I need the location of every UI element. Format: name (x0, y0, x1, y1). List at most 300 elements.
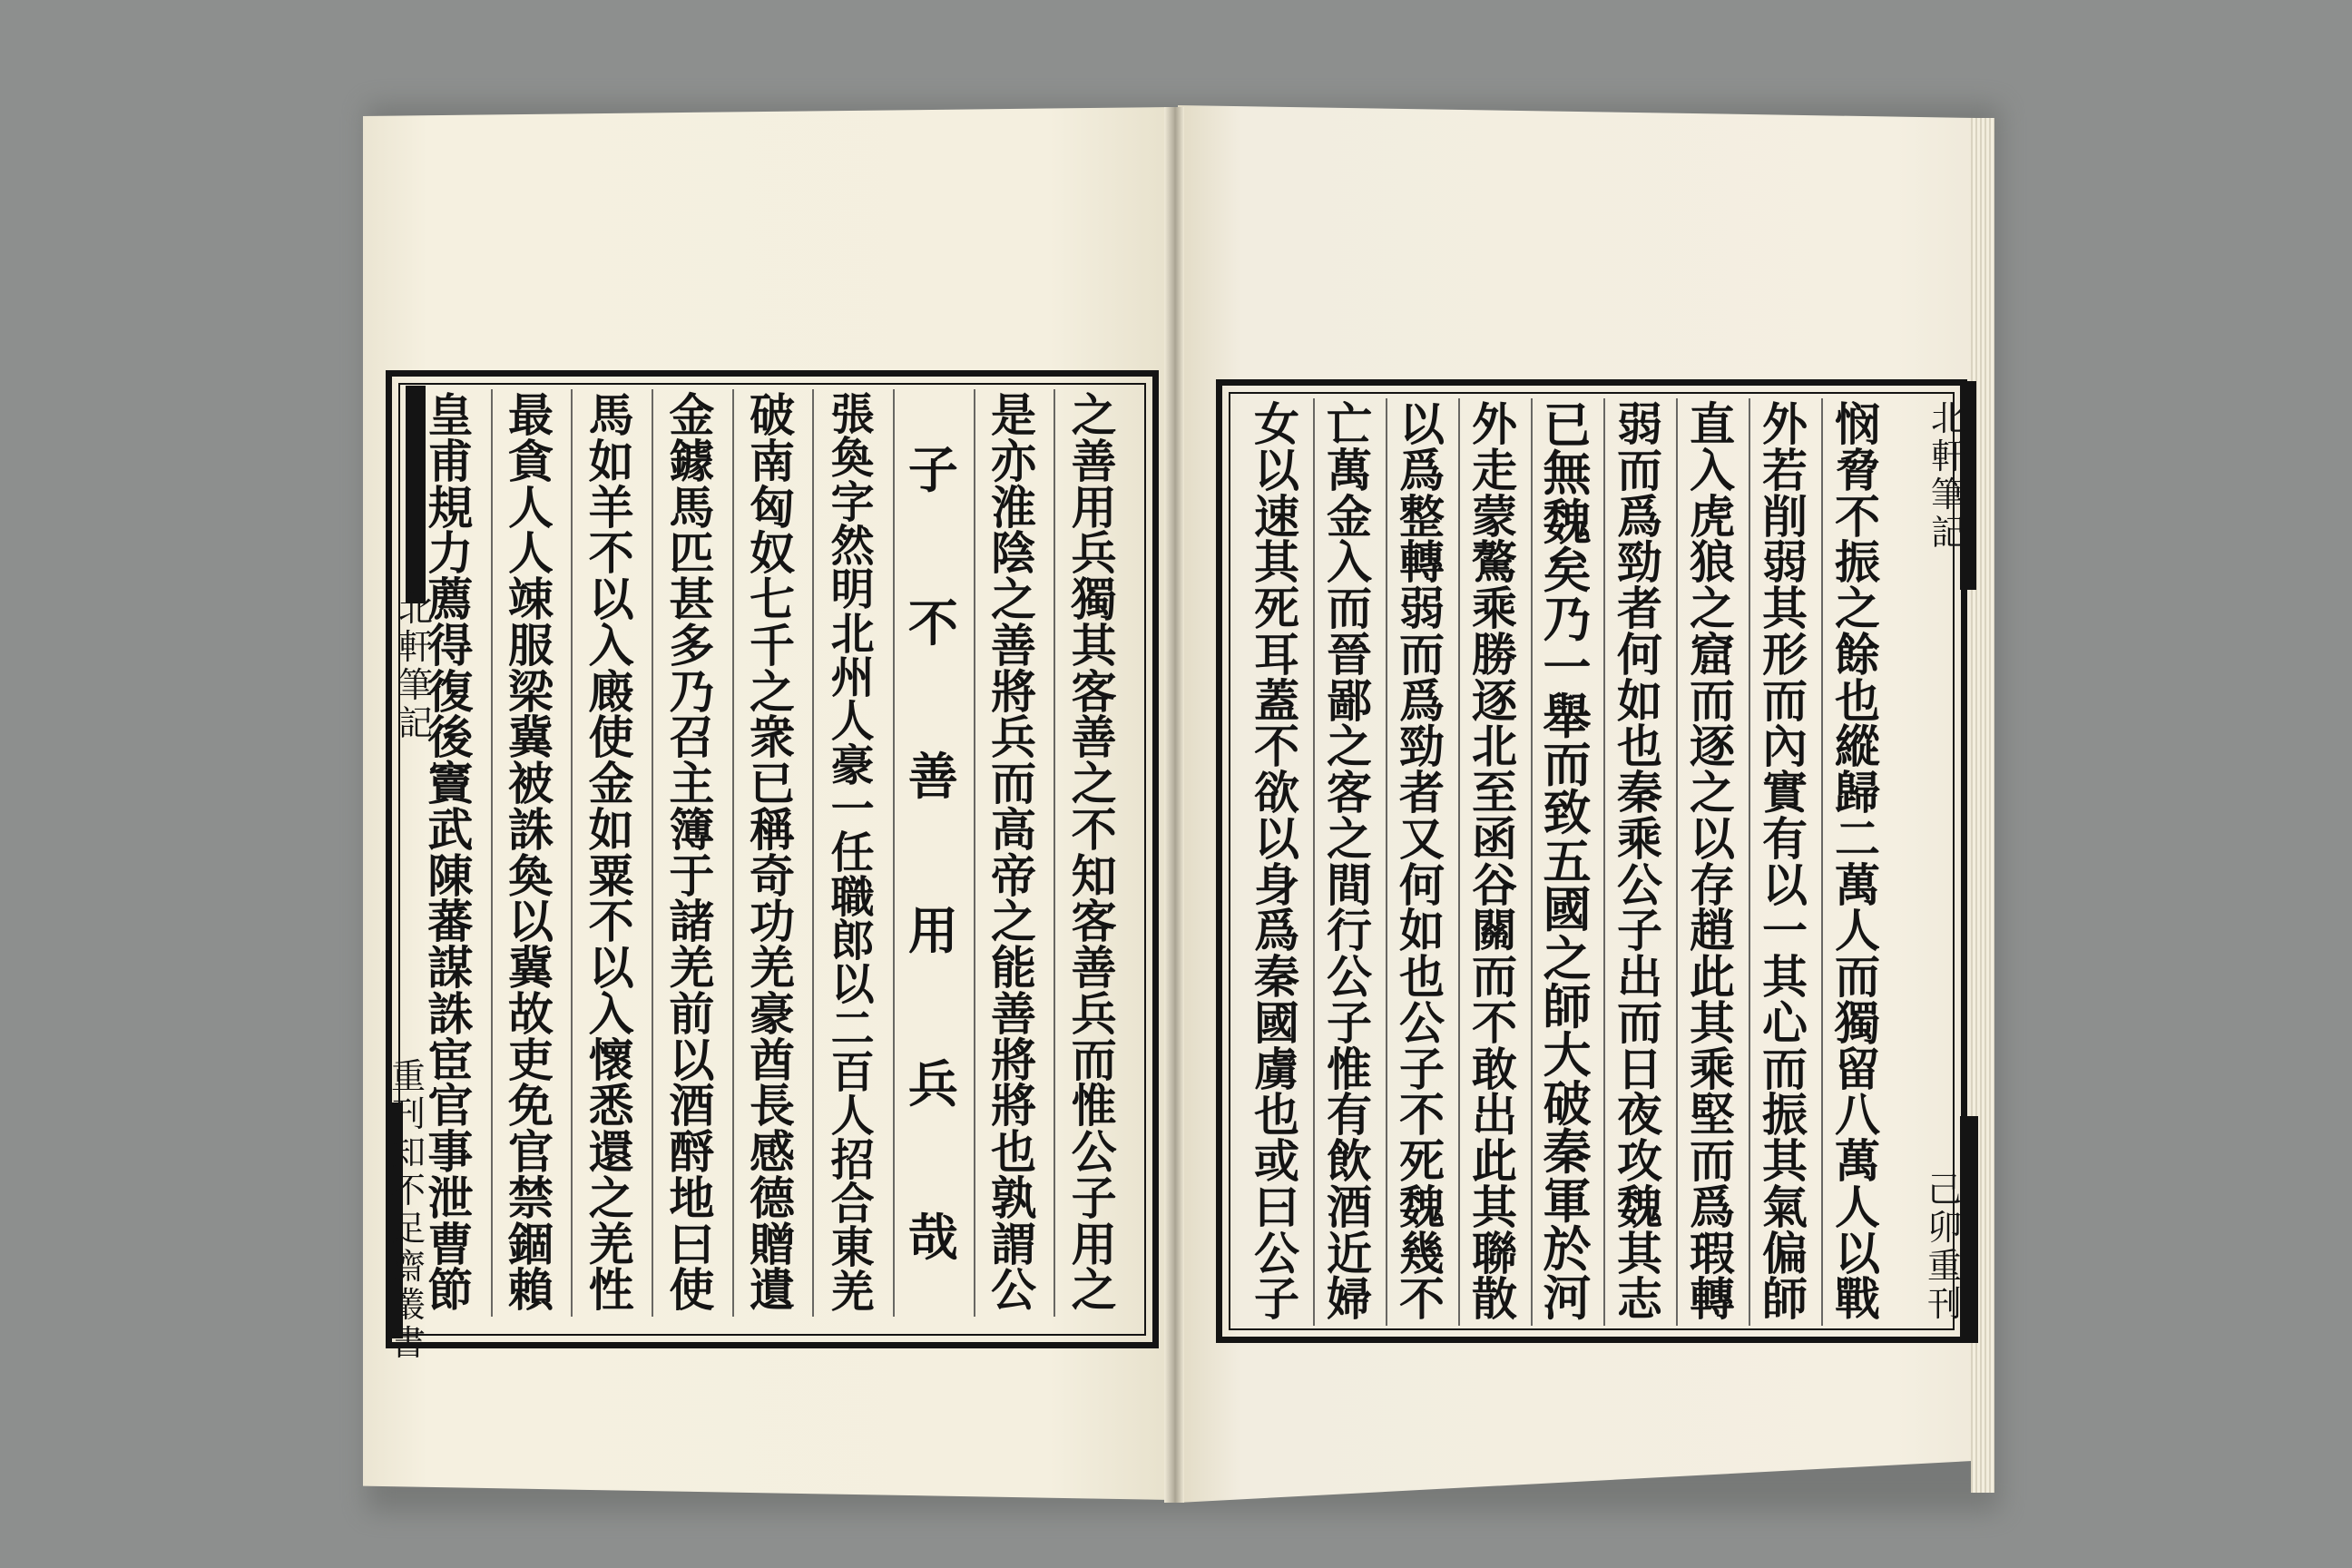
character: 知 (1071, 848, 1117, 903)
column-rule (571, 389, 573, 1317)
character: 有 (1327, 1088, 1372, 1142)
character: 亡 (1327, 397, 1372, 451)
character: 客 (1071, 895, 1117, 949)
character: 帝 (991, 848, 1036, 903)
character: 內 (1762, 720, 1808, 774)
character: 之 (1690, 766, 1735, 819)
character: 招 (830, 1134, 875, 1186)
character: 入 (588, 986, 634, 1041)
character: 戰 (1835, 1272, 1880, 1327)
character: 力 (427, 526, 474, 581)
character: 間 (1327, 858, 1372, 912)
character: 陳 (427, 848, 474, 903)
character: 公 (1327, 950, 1372, 1004)
character: 破 (750, 388, 795, 442)
character: 吏 (508, 1033, 554, 1087)
character: 其 (1762, 582, 1808, 635)
character: 爲 (1399, 673, 1445, 728)
character: 淮 (991, 480, 1036, 534)
character: 之 (1071, 388, 1117, 442)
character: 乃 (1543, 591, 1592, 648)
character: 豪 (750, 986, 795, 1041)
character: 如 (1399, 904, 1445, 958)
character: 實 (1762, 766, 1808, 819)
character: 虜 (1254, 1042, 1299, 1096)
character: 前 (669, 986, 715, 1041)
character: 河 (1543, 1269, 1592, 1327)
character: 故 (508, 986, 554, 1041)
character: 郎 (830, 915, 875, 966)
character: 粟 (588, 848, 634, 903)
character: 師 (1543, 979, 1592, 1036)
character: 兵 (907, 1054, 958, 1113)
character: 脅 (1835, 443, 1880, 497)
character: 然 (830, 520, 875, 572)
character: 欲 (1254, 766, 1299, 819)
character: 餘 (1835, 627, 1880, 681)
character: 其 (1617, 1226, 1662, 1280)
character: 將 (991, 664, 1036, 719)
margin-character: 己 (1926, 1170, 1962, 1210)
character: 公 (1071, 1125, 1117, 1179)
text-column (746, 388, 799, 1318)
character: 獨 (1071, 573, 1117, 626)
character: 將 (991, 1033, 1036, 1087)
character: 魏 (1617, 1180, 1662, 1234)
character: 後 (427, 710, 474, 765)
left-margin-title (393, 590, 438, 742)
character: 客 (1071, 664, 1117, 719)
character: 關 (1472, 904, 1517, 958)
text-column (424, 388, 476, 1318)
character: 武 (427, 802, 474, 857)
character: 曰 (1254, 1180, 1299, 1234)
character: 人 (508, 526, 554, 581)
character: 近 (1327, 1226, 1372, 1280)
text-column (906, 393, 959, 1314)
character: 也 (1835, 673, 1880, 728)
margin-character: 足 (390, 1209, 426, 1249)
character: 客 (1327, 766, 1372, 819)
character: 以 (830, 959, 875, 1011)
character: 至 (1472, 766, 1517, 819)
character: 於 (1543, 1221, 1592, 1279)
character: 也 (1399, 950, 1445, 1004)
margin-character: 叢 (390, 1285, 426, 1325)
character: 蓋 (1254, 673, 1299, 728)
character: 致 (1543, 785, 1592, 842)
character: 聯 (1472, 1226, 1517, 1280)
character: 竦 (508, 573, 554, 626)
character: 亦 (991, 434, 1036, 488)
column-rule (1313, 398, 1315, 1326)
column-rule (1603, 398, 1605, 1326)
text-column (1396, 397, 1448, 1327)
character: 其 (1762, 950, 1808, 1004)
character: 不 (588, 895, 634, 949)
character: 晉 (1327, 627, 1372, 681)
character: 金 (669, 388, 715, 442)
margin-character: 卯 (1926, 1208, 1962, 1248)
text-column (505, 388, 557, 1318)
character: 其 (1254, 535, 1299, 590)
character: 二 (1835, 811, 1880, 866)
character: 形 (1762, 627, 1808, 681)
character: 公 (991, 1263, 1036, 1318)
character: 奐 (508, 848, 554, 903)
character: 萬 (1327, 443, 1372, 497)
character: 以 (1762, 858, 1808, 912)
character: 曰 (669, 1217, 715, 1271)
margin-character: 重 (1926, 1246, 1962, 1286)
character: 懷 (588, 1033, 634, 1087)
character: 外 (1472, 397, 1517, 451)
character: 逐 (1472, 673, 1517, 728)
character: 賴 (508, 1263, 554, 1318)
character: 奇 (750, 848, 795, 903)
character: 金 (588, 757, 634, 810)
character: 七 (750, 573, 795, 626)
character: 走 (1472, 443, 1517, 497)
character: 匈 (750, 480, 795, 534)
column-rule (812, 389, 814, 1317)
character: 甫 (427, 434, 474, 488)
character: 謀 (427, 941, 474, 995)
character: 冀 (508, 941, 554, 995)
character: 禁 (508, 1171, 554, 1225)
character: 如 (588, 434, 634, 488)
character: 若 (1762, 443, 1808, 497)
character: 最 (508, 388, 554, 442)
character: 乘 (1690, 1042, 1735, 1096)
character: 蒙 (1472, 489, 1517, 544)
character: 獨 (1835, 995, 1880, 1050)
character: 匹 (669, 526, 715, 581)
character: 廄 (588, 664, 634, 719)
margin-character: 北 (1930, 398, 1965, 438)
character: 羌 (588, 1217, 634, 1271)
character: 之 (1690, 582, 1735, 635)
character: 幾 (1399, 1226, 1445, 1280)
character: 人 (1835, 1180, 1880, 1234)
character: 不 (1071, 802, 1117, 857)
character: 千 (750, 618, 795, 672)
character: 公 (1617, 858, 1662, 912)
character: 人 (508, 480, 554, 534)
character: 入 (1690, 443, 1735, 497)
character: 竇 (427, 757, 474, 810)
character: 以 (1254, 811, 1299, 866)
character: 子 (1327, 995, 1372, 1050)
character: 萬 (1835, 858, 1880, 912)
character: 服 (508, 618, 554, 672)
character: 也 (1617, 720, 1662, 774)
character: 以 (669, 1033, 715, 1087)
character: 孰 (991, 1171, 1036, 1225)
character: 于 (669, 848, 715, 903)
character: 矣 (1543, 543, 1592, 600)
character: 不 (1399, 1088, 1445, 1142)
character: 轉 (1690, 1272, 1735, 1327)
character: 善 (1071, 941, 1117, 995)
character: 以 (588, 573, 634, 626)
character: 得 (427, 618, 474, 672)
character: 偏 (1762, 1226, 1808, 1280)
character: 之 (991, 895, 1036, 949)
text-column (585, 388, 638, 1318)
character: 乃 (669, 664, 715, 719)
character: 錮 (508, 1217, 554, 1271)
character: 舉 (1543, 688, 1592, 745)
character: 弱 (1617, 397, 1662, 451)
right-margin-title (1926, 399, 1971, 552)
character: 而 (991, 757, 1036, 810)
character: 規 (427, 480, 474, 534)
character: 以 (1254, 443, 1299, 497)
left-margin-footer (386, 1057, 431, 1362)
text-column (1250, 397, 1303, 1327)
character: 何 (1399, 858, 1445, 912)
character: 簿 (669, 802, 715, 857)
column-rule (1676, 398, 1678, 1326)
character: 或 (1254, 1134, 1299, 1188)
character: 羌 (830, 1266, 875, 1318)
column-rule (1749, 398, 1750, 1326)
character: 身 (1254, 858, 1299, 912)
text-column (987, 388, 1040, 1318)
character: 地 (669, 1171, 715, 1225)
character: 瑕 (1690, 1226, 1735, 1280)
character: 出 (1472, 1088, 1517, 1142)
character: 外 (1762, 397, 1808, 451)
character: 酹 (669, 1125, 715, 1179)
column-rule (1054, 389, 1055, 1317)
character: 之 (1543, 930, 1592, 987)
column-rule (1458, 398, 1460, 1326)
character: 字 (830, 476, 875, 528)
character: 削 (1762, 489, 1808, 544)
character: 曹 (427, 1217, 474, 1271)
margin-character: 刊 (390, 1094, 426, 1134)
character: 奐 (830, 433, 875, 485)
margin-character: 齋 (390, 1247, 426, 1287)
character: 而 (1617, 995, 1662, 1050)
character: 惟 (1327, 1042, 1372, 1096)
text-column (1613, 397, 1666, 1327)
character: 子 (907, 440, 958, 499)
character: 悯 (1835, 397, 1880, 451)
character: 者 (1617, 582, 1662, 635)
character: 公 (1254, 1226, 1299, 1280)
character: 虎 (1690, 489, 1735, 544)
character: 金 (1327, 489, 1372, 544)
character: 不 (1254, 720, 1299, 774)
character: 官 (427, 1079, 474, 1133)
character: 貪 (508, 434, 554, 488)
margin-character: 軒 (1930, 436, 1965, 476)
character: 被 (508, 757, 554, 810)
character: 飲 (1327, 1134, 1372, 1188)
character: 而 (1762, 673, 1808, 728)
character: 之 (588, 1171, 634, 1225)
character: 國 (1254, 995, 1299, 1050)
character: 狼 (1690, 535, 1735, 590)
character: 合 (830, 1178, 875, 1230)
character: 之 (1327, 811, 1372, 866)
character: 酒 (669, 1079, 715, 1133)
character: 善 (991, 618, 1036, 672)
character: 子 (1071, 1171, 1117, 1225)
character: 一 (1762, 904, 1808, 958)
character: 日 (1617, 1042, 1662, 1096)
character: 之 (1071, 1263, 1117, 1318)
character: 兵 (991, 710, 1036, 765)
character: 魏 (1399, 1180, 1445, 1234)
character: 而 (1690, 673, 1735, 728)
character: 使 (669, 1263, 715, 1318)
text-column (665, 388, 718, 1318)
character: 宦 (427, 1033, 474, 1087)
right-text-frame (1216, 379, 1967, 1343)
character: 子 (1254, 1272, 1299, 1327)
character: 泄 (427, 1171, 474, 1225)
character: 不 (1399, 1272, 1445, 1327)
character: 不 (588, 526, 634, 581)
character: 爲 (1617, 489, 1662, 544)
character: 死 (1399, 1134, 1445, 1188)
character: 兵 (1071, 986, 1117, 1041)
character: 公 (1399, 995, 1445, 1050)
character: 誅 (427, 986, 474, 1041)
character: 夜 (1617, 1088, 1662, 1142)
column-rule (1821, 398, 1823, 1326)
character: 以 (1835, 1226, 1880, 1280)
character: 節 (427, 1263, 474, 1318)
character: 軍 (1543, 1172, 1592, 1230)
character: 秦 (1543, 1124, 1592, 1181)
character: 歸 (1835, 766, 1880, 819)
text-column (1686, 397, 1739, 1327)
text-column (1468, 397, 1521, 1327)
character: 爲 (1690, 1180, 1735, 1234)
character: 何 (1617, 627, 1662, 681)
character: 破 (1543, 1075, 1592, 1132)
text-column (1759, 397, 1811, 1327)
character: 之 (750, 664, 795, 719)
character: 而 (1399, 627, 1445, 681)
character: 將 (991, 1079, 1036, 1133)
margin-character: 知 (390, 1132, 426, 1172)
character: 耳 (1254, 627, 1299, 681)
character: 之 (1327, 720, 1372, 774)
character: 之 (1835, 582, 1880, 635)
character: 高 (991, 802, 1036, 857)
margin-character: 書 (390, 1323, 426, 1363)
character: 弱 (1399, 582, 1445, 635)
character: 是 (991, 388, 1036, 442)
character: 已 (750, 757, 795, 810)
character: 心 (1762, 995, 1808, 1050)
character: 逐 (1690, 720, 1735, 774)
character: 事 (427, 1125, 474, 1179)
character: 速 (1254, 489, 1299, 544)
character: 而 (1472, 950, 1517, 1004)
margin-character: 筆 (397, 665, 433, 705)
character: 皇 (427, 388, 474, 442)
character: 爲 (1254, 904, 1299, 958)
character: 函 (1472, 811, 1517, 866)
character: 馬 (669, 480, 715, 534)
character: 羌 (750, 941, 795, 995)
character: 酋 (750, 1033, 795, 1087)
character: 羊 (588, 480, 634, 534)
character: 攻 (1617, 1134, 1662, 1188)
character: 弱 (1762, 535, 1808, 590)
character: 長 (750, 1079, 795, 1133)
character: 又 (1399, 811, 1445, 866)
character: 酒 (1327, 1180, 1372, 1234)
character: 如 (588, 802, 634, 857)
character: 不 (1472, 995, 1517, 1050)
character: 謂 (991, 1217, 1036, 1271)
character: 魏 (1543, 494, 1592, 551)
character: 哉 (907, 1207, 958, 1267)
margin-character: 記 (397, 703, 433, 743)
character: 兵 (1071, 526, 1117, 581)
column-rule (1386, 398, 1387, 1326)
character: 鄙 (1327, 673, 1372, 728)
character: 善 (907, 747, 958, 807)
character: 入 (588, 618, 634, 672)
character: 以 (1399, 397, 1445, 451)
character: 國 (1543, 882, 1592, 939)
character: 陰 (991, 526, 1036, 581)
character: 此 (1472, 1134, 1517, 1188)
character: 勝 (1472, 627, 1517, 681)
character: 而 (1071, 1033, 1117, 1087)
character: 死 (1254, 582, 1299, 635)
character: 以 (508, 895, 554, 949)
character: 散 (1472, 1272, 1517, 1327)
character: 甚 (669, 573, 715, 626)
character: 而 (1543, 736, 1592, 793)
character: 稱 (750, 802, 795, 857)
character: 任 (830, 828, 875, 879)
character: 善 (991, 986, 1036, 1041)
character: 遺 (750, 1263, 795, 1318)
margin-character: 北 (397, 589, 433, 629)
character: 明 (830, 564, 875, 616)
character: 蕃 (427, 895, 474, 949)
character: 婦 (1327, 1272, 1372, 1327)
character: 秦 (1254, 950, 1299, 1004)
character: 南 (750, 434, 795, 488)
character: 秦 (1617, 766, 1662, 819)
character: 州 (830, 652, 875, 703)
character: 入 (1327, 535, 1372, 590)
character: 而 (1835, 950, 1880, 1004)
character: 善 (1071, 434, 1117, 488)
character: 惟 (1071, 1079, 1117, 1133)
margin-character: 記 (1930, 513, 1965, 553)
character: 羌 (669, 941, 715, 995)
character: 趙 (1690, 904, 1735, 958)
left-text-frame (386, 370, 1159, 1348)
character: 而 (1690, 1134, 1735, 1188)
margin-character: 筆 (1930, 475, 1965, 514)
character: 堅 (1690, 1088, 1735, 1142)
character: 人 (1835, 904, 1880, 958)
